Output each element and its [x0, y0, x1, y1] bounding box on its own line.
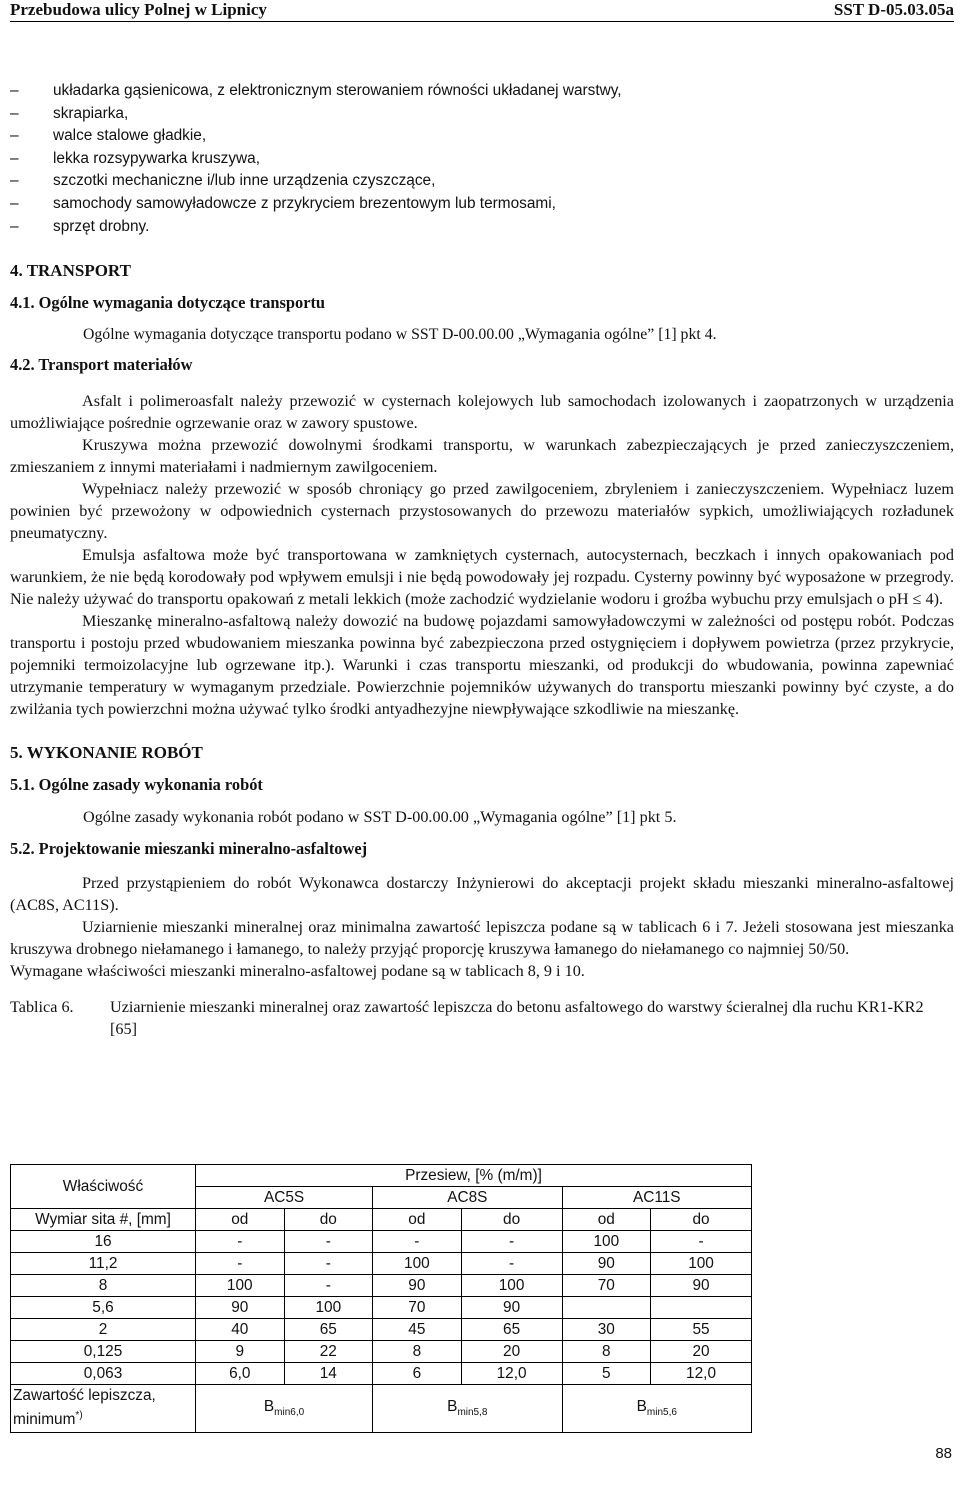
dash-marker: –: [10, 104, 19, 122]
table-cell: 100: [284, 1297, 373, 1319]
table-cell: 70: [562, 1275, 651, 1297]
table-cell: [562, 1297, 651, 1319]
list-item: – szczotki mechaniczne i/lub inne urządzenia czyszczące,: [10, 170, 954, 193]
table-row: [11, 1341, 752, 1363]
table-cell: 100: [196, 1275, 285, 1297]
section-heading-execution: 5. WYKONANIE ROBÓT: [10, 743, 203, 763]
paragraph: Emulsja asfaltowa może być transportowana w zamkniętych cysternach, autocysternach, beczkach i innych opakowaniach pod warunkiem, że nie będą korodowały pod wpływem emulsji i nie będą powodowały jej rozpadu. Cysterny powinny być wyposażone w przegrody. Nie należy używać do transportu opakowań z metali lekkich (może zachodzić wydzielanie wodoru i groźba wybuchu przy emulsjach o pH ≤ 4).: [10, 546, 954, 609]
table-cell: 8: [373, 1341, 462, 1363]
dash-marker: –: [10, 217, 19, 235]
list-item: – sprzęt drobny.: [10, 216, 954, 239]
table-cell: 5,6: [11, 1297, 196, 1319]
paragraph: Kruszywa można przewozić dowolnymi środkami transportu, w warunkach zabezpieczających je przed zanieczyszczeniem, zmieszaniem z innymi materiałami i nadmiernym zawilgoceniem.: [10, 436, 954, 477]
subsection-heading-5-2: 5.2. Projektowanie mieszanki mineralno-asfaltowej: [10, 839, 368, 859]
table-cell: 65: [461, 1319, 562, 1341]
list-item: – skrapiarka,: [10, 103, 954, 126]
table-row: [11, 1319, 752, 1341]
table-row: [11, 1363, 752, 1385]
table-header-mix: AC8S: [373, 1187, 562, 1209]
table-cell: -: [284, 1275, 373, 1297]
table-cell: 9: [196, 1341, 285, 1363]
table-row: [11, 1253, 752, 1275]
table-row: [11, 1297, 752, 1319]
table-header-to: do: [284, 1209, 373, 1231]
table-cell: 65: [284, 1319, 373, 1341]
table-cell: 8: [11, 1275, 196, 1297]
table-cell: -: [196, 1231, 285, 1253]
dash-marker: –: [10, 194, 19, 212]
paragraph: Wymagane właściwości mieszanki mineralno-asfaltowej podane są w tablicach 8, 9 i 10.: [10, 962, 585, 981]
table-caption: [10, 996, 954, 1040]
table-cell: 11,2: [11, 1253, 196, 1275]
paragraph: Ogólne zasady wykonania robót podano w SST D-00.00.00 „Wymagania ogólne” [1] pkt 5.: [83, 808, 677, 827]
grading-table: [10, 1164, 752, 1433]
equipment-list: [10, 80, 954, 238]
table-cell: 100: [373, 1253, 462, 1275]
paragraph: Uziarnienie mieszanki mineralnej oraz minimalna zawartość lepiszcza podane są w tablicach 6 i 7. Jeżeli stosowana jest mieszanka kruszywa drobnego niełamanego i łamanego, to należy przyjąć proporcję kruszywa łamanego do niełamanego co najmniej 50/50.: [10, 918, 954, 959]
dash-marker: –: [10, 172, 19, 190]
list-item: – walce stalowe gładkie,: [10, 125, 954, 148]
table-cell: 90: [562, 1253, 651, 1275]
table-cell: 0,063: [11, 1363, 196, 1385]
table-header-from: od: [196, 1209, 285, 1231]
dash-marker: –: [10, 127, 19, 145]
section-heading-transport: 4. TRANSPORT: [10, 261, 131, 281]
dash-marker: –: [10, 82, 19, 99]
table-cell: $B_{min6,0}$: [196, 1385, 373, 1433]
subsection-heading-4-1: 4.1. Ogólne wymagania dotyczące transportu: [10, 293, 326, 313]
paragraph: Ogólne wymagania dotyczące transportu podano w SST D-00.00.00 „Wymagania ogólne” [1] pkt 4.: [83, 326, 717, 344]
table-cell: -: [651, 1231, 752, 1253]
table-cell: 5: [562, 1363, 651, 1385]
table-header-to: do: [651, 1209, 752, 1231]
table-cell: 45: [373, 1319, 462, 1341]
table-cell: -: [373, 1231, 462, 1253]
table-cell: 14: [284, 1363, 373, 1385]
table-cell: 6,0: [196, 1363, 285, 1385]
table-caption-text: Uziarnienie mieszanki mineralnej oraz zawartość lepiszcza do betonu asfaltowego do warstwy ścieralnej dla ruchu KR1-KR2 [65]: [110, 998, 924, 1039]
table-cell: 12,0: [651, 1363, 752, 1385]
table-cell: 55: [651, 1319, 752, 1341]
table-cell: 20: [461, 1341, 562, 1363]
table-header-mix: AC11S: [562, 1187, 751, 1209]
table-cell: $B_{min5,8}$: [373, 1385, 562, 1433]
table-cell: 0,125: [11, 1341, 196, 1363]
table-header-sieve: Przesiew, [% (m/m)]: [196, 1165, 752, 1187]
table-cell: 2: [11, 1319, 196, 1341]
page-number: 88: [935, 1445, 952, 1462]
table-header-mix: AC5S: [196, 1187, 373, 1209]
table-header-to: do: [461, 1209, 562, 1231]
table-row: [11, 1275, 752, 1297]
table-cell: [651, 1297, 752, 1319]
table-cell: 20: [651, 1341, 752, 1363]
list-item: – układarka gąsienicowa, z elektronicznym sterowaniem równości układanej warstwy,: [10, 80, 954, 103]
document-title: Przebudowa ulicy Polnej w Lipnicy: [10, 0, 267, 19]
subsection-heading-5-1: 5.1. Ogólne zasady wykonania robót: [10, 775, 263, 795]
table-header-sieve-size: Wymiar sita #, [mm]: [11, 1209, 196, 1231]
table-header-from: od: [562, 1209, 651, 1231]
paragraph: Wypełniacz należy przewozić w sposób chroniący go przed zawilgoceniem, zbryleniem i zanieczyszczeniem. Wypełniacz luzem powinien być przewożony w odpowiednich cysternach przystosowanych do przewozu materiałów sypkich, umożliwiających rozładunek pneumatyczny.: [10, 480, 954, 543]
table-header-from: od: [373, 1209, 462, 1231]
table-cell: 22: [284, 1341, 373, 1363]
list-item: – lekka rozsypywarka kruszywa,: [10, 148, 954, 171]
table-cell: 100: [562, 1231, 651, 1253]
page-header: [10, 0, 954, 22]
table-row-label: Zawartość lepiszcza, minimum*): [11, 1385, 196, 1433]
table-cell: -: [461, 1253, 562, 1275]
table-cell: -: [461, 1231, 562, 1253]
table-cell: $B_{min5,6}$: [562, 1385, 751, 1433]
page-body: [10, 80, 954, 1040]
table-label: Tablica 6.: [10, 998, 74, 1017]
paragraph: Asfalt i polimeroasfalt należy przewozić w cysternach kolejowych lub samochodach izolowanych i zaopatrzonych w urządzenia umożliwiające pośrednie ogrzewanie oraz w zawory spustowe.: [10, 392, 954, 433]
table-cell: -: [284, 1231, 373, 1253]
table-cell: 40: [196, 1319, 285, 1341]
table-cell: 90: [651, 1275, 752, 1297]
table-cell: 8: [562, 1341, 651, 1363]
table-cell: 90: [196, 1297, 285, 1319]
table-row: [11, 1231, 752, 1253]
table-cell: 90: [373, 1275, 462, 1297]
paragraph: Mieszankę mineralno-asfaltową należy dowozić na budowę pojazdami samowyładowczymi w zależności od postępu robót. Podczas transportu i postoju przed wbudowaniem mieszanka powinna być zabezpieczona przed ostygnięciem i dopływem powietrza (przez przykrycie, pojemniki termoizolacyjne lub ogrzewane itp.). Warunki i czas transportu mieszanki, od produkcji do wbudowania, powinna zapewniać utrzymanie temperatury w wymaganym przedziale. Powierzchnie pojemników używanych do transportu mieszanki powinny być czyste, a do zwilżania tych powierzchni można używać tylko środki antyadhezyjne niewpływające szkodliwie na mieszankę.: [10, 612, 954, 719]
table-cell: 100: [651, 1253, 752, 1275]
table-cell: 12,0: [461, 1363, 562, 1385]
table-cell: -: [196, 1253, 285, 1275]
table-cell: 30: [562, 1319, 651, 1341]
table-cell: -: [284, 1253, 373, 1275]
table-cell: 6: [373, 1363, 462, 1385]
paragraph: Przed przystąpieniem do robót Wykonawca dostarczy Inżynierowi do akceptacji projekt składu mieszanki mineralno-asfaltowej (AC8S, AC11S).: [10, 874, 954, 915]
table-header-property: Właściwość: [11, 1165, 196, 1209]
table-cell: 70: [373, 1297, 462, 1319]
dash-marker: –: [10, 149, 19, 167]
list-item: – samochody samowyładowcze z przykryciem brezentowym lub termosami,: [10, 193, 954, 216]
table-cell: 100: [461, 1275, 562, 1297]
subsection-heading-4-2: 4.2. Transport materiałów: [10, 355, 193, 375]
table-cell: 90: [461, 1297, 562, 1319]
table-cell: 16: [11, 1231, 196, 1253]
spec-code: SST D-05.03.05a: [833, 0, 954, 19]
